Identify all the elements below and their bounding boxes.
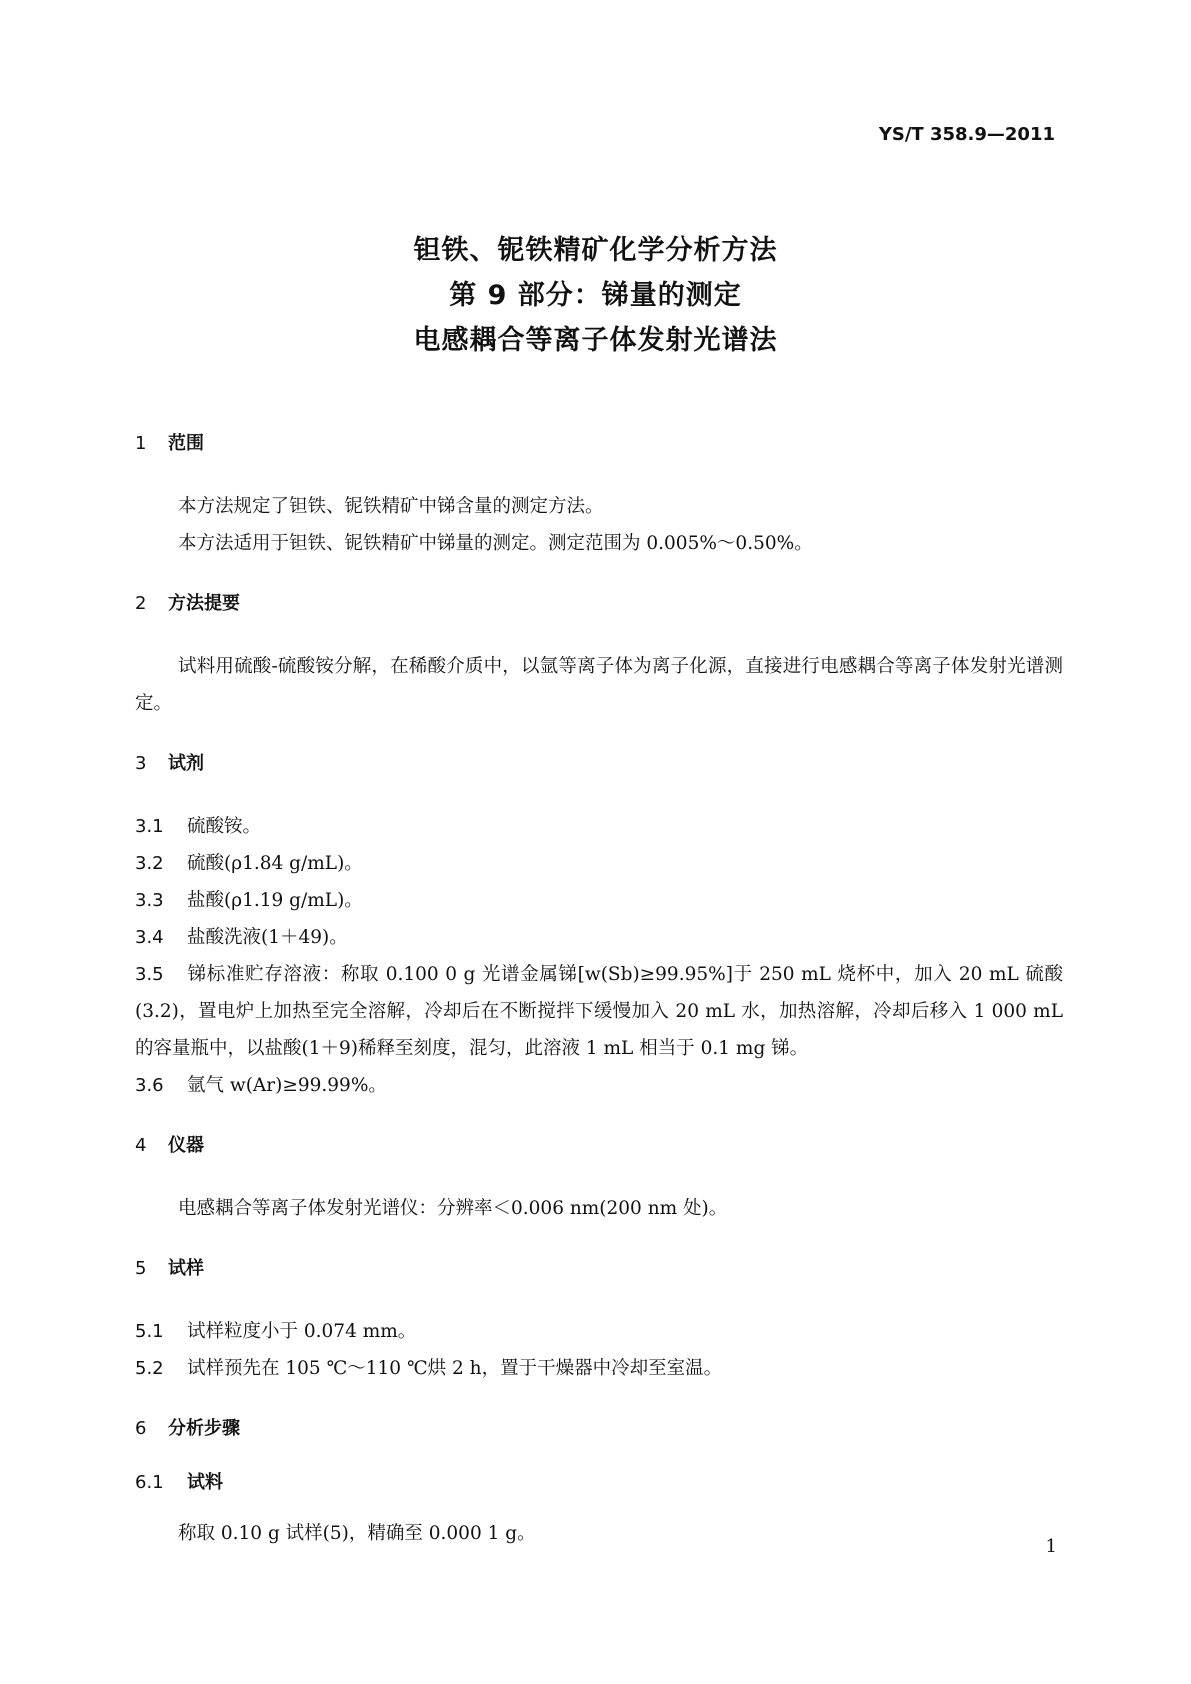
reagent-item — [135, 845, 1063, 882]
section-1-number: 1 — [135, 433, 147, 454]
section-5-title: 试样 — [168, 1258, 204, 1279]
section-2-paragraph-1: 试料用硫酸-硫酸铵分解，在稀酸介质中，以氩等离子体为离子化源，直接进行电感耦合等离子体发射光谱测定。 — [135, 656, 1063, 714]
section-1-title: 范围 — [168, 433, 204, 454]
sample-text: 试样预先在 105 ℃～110 ℃烘 2 h，置于干燥器中冷却至室温。 — [187, 1358, 723, 1379]
section-3-title: 试剂 — [168, 753, 204, 774]
reagent-text: 硫酸铵。 — [187, 816, 262, 837]
section-2-title: 方法提要 — [168, 593, 240, 614]
section-5-number: 5 — [135, 1258, 147, 1279]
section-6-number: 6 — [135, 1418, 147, 1439]
subsection-6-1-paragraph-1: 称取 0.10 g 试样(5)，精确至 0.000 1 g。 — [178, 1523, 536, 1544]
page-number: 1 — [1045, 1536, 1057, 1557]
reagent-number: 3.2 — [135, 853, 164, 874]
document-title — [0, 228, 1191, 363]
reagent-item — [135, 956, 1063, 1067]
reagent-text: 盐酸(ρ1.19 g/mL)。 — [187, 890, 363, 911]
reagent-item — [135, 919, 1063, 956]
reagent-item — [135, 808, 1063, 845]
title-line-3: 电感耦合等离子体发射光谱法 — [413, 325, 778, 356]
section-2-number: 2 — [135, 593, 147, 614]
sample-text: 试样粒度小于 0.074 mm。 — [187, 1321, 417, 1342]
section-6-heading — [135, 1417, 1063, 1441]
subsection-6-1-title: 试料 — [187, 1472, 223, 1493]
reagent-item — [135, 1067, 1063, 1104]
sample-item — [135, 1350, 1063, 1387]
section-4-heading — [135, 1134, 1063, 1158]
reagent-number: 3.6 — [135, 1075, 164, 1096]
reagent-number: 3.4 — [135, 927, 164, 948]
section-3-heading — [135, 752, 1063, 776]
reagent-text: 氩气 w(Ar)≥99.99%。 — [187, 1075, 387, 1096]
reagent-item — [135, 882, 1063, 919]
section-1-paragraph-1: 本方法规定了钽铁、铌铁精矿中锑含量的测定方法。 — [178, 496, 604, 517]
section-1-paragraph-2: 本方法适用于钽铁、铌铁精矿中锑量的测定。测定范围为 0.005%～0.50%。 — [178, 533, 813, 554]
title-line-1: 钽铁、铌铁精矿化学分析方法 — [413, 235, 778, 266]
sample-number: 5.1 — [135, 1321, 164, 1342]
sample-item — [135, 1313, 1063, 1350]
section-6-title: 分析步骤 — [168, 1418, 240, 1439]
document-body — [135, 432, 1063, 1552]
reagent-text: 盐酸洗液(1＋49)。 — [187, 927, 348, 948]
section-4-number: 4 — [135, 1135, 147, 1156]
section-4-title: 仪器 — [168, 1135, 204, 1156]
sample-list — [135, 1313, 1063, 1387]
section-5-heading — [135, 1257, 1063, 1281]
subsection-6-1-number: 6.1 — [135, 1472, 164, 1493]
reagent-text: 锑标准贮存溶液：称取 0.100 0 g 光谱金属锑[w(Sb)≥99.95%]于 250 mL 烧杯中，加入 20 mL 硫酸(3.2)，置电炉上加热至完全溶解，冷却后在不断搅拌下缓慢加入 20 mL 水，加热溶解，冷却后移入 1 000 mL 的容量瓶中，以盐酸(1＋9)稀释至刻度，混匀，此溶液 1 mL 相当于 0.1 mg 锑。 — [135, 964, 1063, 1059]
section-3-number: 3 — [135, 753, 147, 774]
title-line-2: 第 9 部分：锑量的测定 — [449, 280, 742, 311]
section-4-paragraph-1: 电感耦合等离子体发射光谱仪：分辨率＜0.006 nm(200 nm 处)。 — [178, 1198, 728, 1219]
reagent-number: 3.3 — [135, 890, 164, 911]
subsection-6-1-heading — [135, 1471, 1063, 1495]
reagent-list — [135, 808, 1063, 1104]
sample-number: 5.2 — [135, 1358, 164, 1379]
reagent-number: 3.5 — [135, 964, 164, 985]
section-2-heading — [135, 592, 1063, 616]
section-1-heading — [135, 432, 1063, 456]
reagent-number: 3.1 — [135, 816, 164, 837]
reagent-text: 硫酸(ρ1.84 g/mL)。 — [187, 853, 363, 874]
standard-code: YS/T 358.9—2011 — [878, 124, 1055, 145]
